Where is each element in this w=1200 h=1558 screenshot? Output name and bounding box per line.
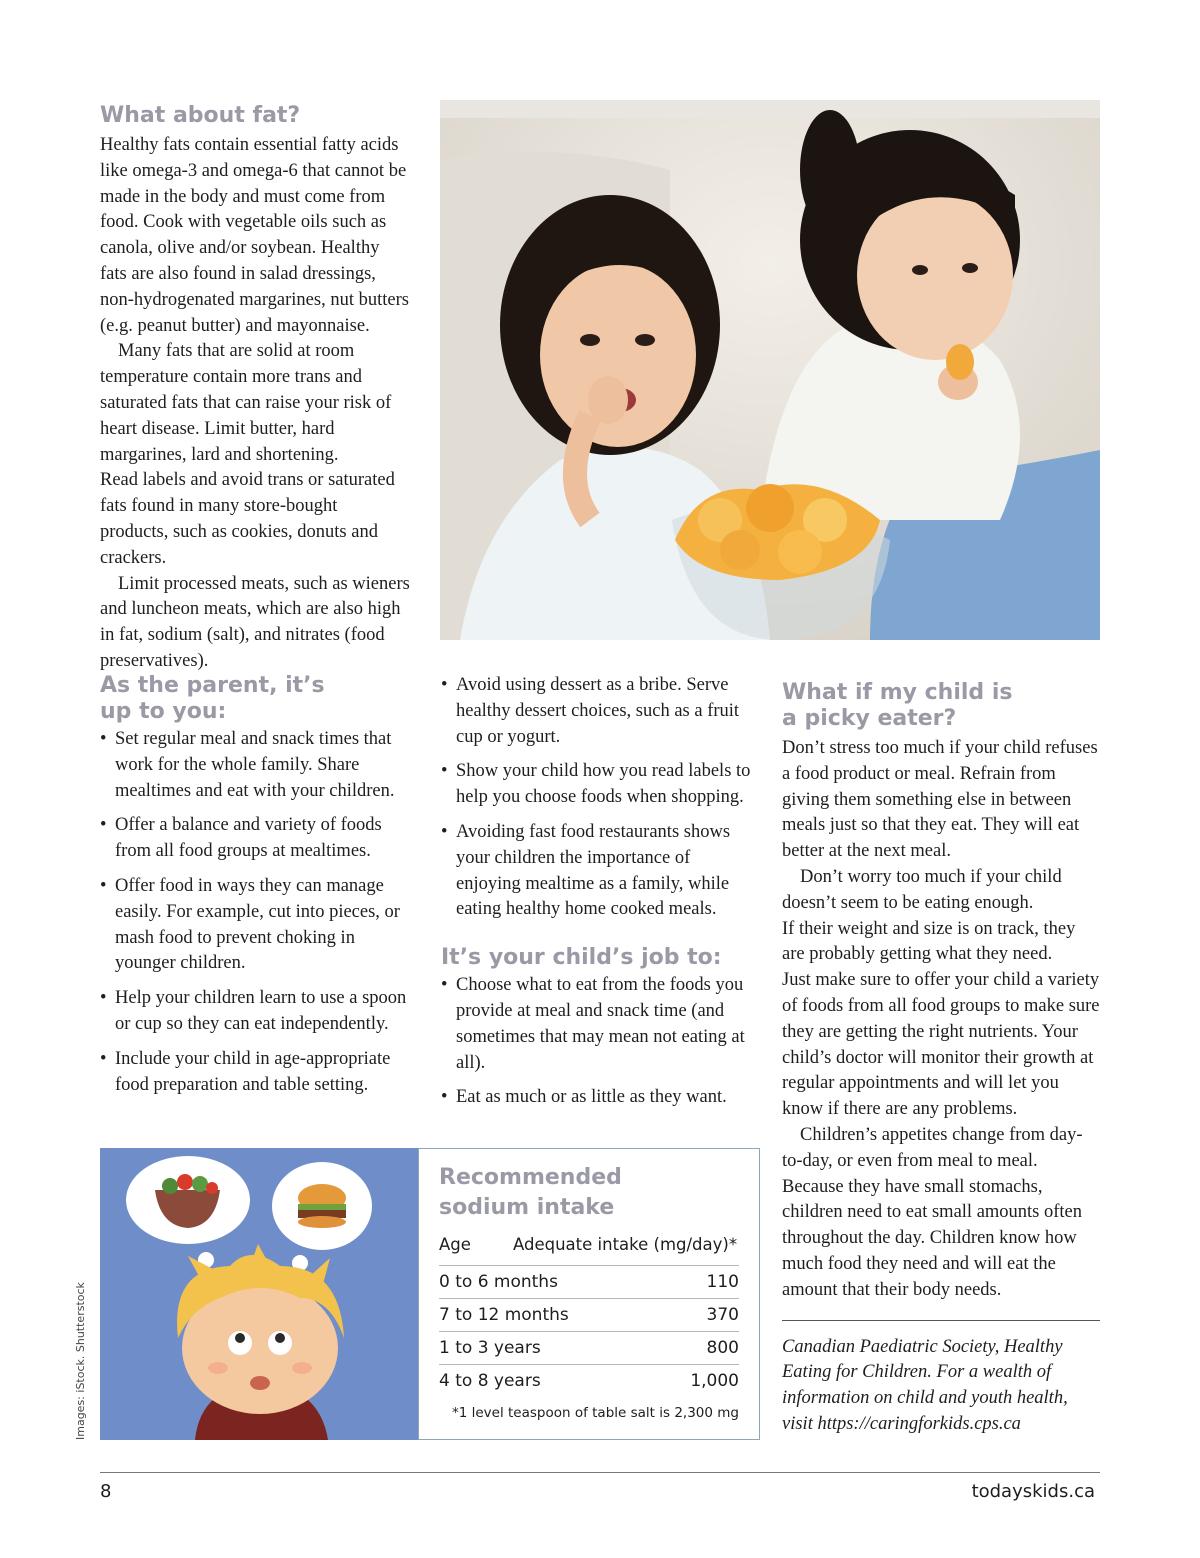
citation: Canadian Paediatric Society, Healthy Eating for Children. For a wealth of information on child and youth health, visit https://caringforkids.cps.ca	[782, 1336, 1068, 1434]
list-item: • Offer a balance and variety of foods from all food groups at mealtimes.	[100, 813, 410, 865]
sodium-heading-line-2: sodium intake	[439, 1195, 615, 1220]
child-job-list	[441, 973, 751, 1111]
row-age: 1 to 3 years	[439, 1338, 541, 1358]
footer-rule	[100, 1472, 1100, 1473]
picky-heading-line-1: What if my child is	[782, 680, 1013, 705]
fat-heading: What about fat?	[100, 103, 301, 128]
picky-para-5: Children’s appetites change from day-to-day, or even from meal to meal. Because they have small stomachs, children need to eat small amounts often throughout the day. Children know how much food they need and will eat the amount that their body needs.	[782, 1124, 1083, 1300]
parent-heading-line-1: As the parent, it’s	[100, 673, 325, 698]
fat-para-1: Healthy fats contain essential fatty acids like omega-3 and omega-6 that cannot be made in the body and must come from food. Cook with vegetable oils such as canola, olive and/or soybean. Healthy fats are also found in salad dressings, non-hydrogenated margarines, nut butters (e.g. peanut butter) and mayonnaise.	[100, 135, 409, 336]
children-eating-chips-photo	[440, 100, 1100, 640]
hungry-boy-illustration	[100, 1148, 418, 1440]
fat-para-2: Many fats that are solid at room temperature contain more trans and saturated fats that can raise your risk of heart disease. Limit butter, hard margarines, lard and shortening.	[100, 341, 392, 465]
table-header	[439, 1229, 739, 1259]
list-item: • Choose what to eat from the foods you provide at meal and snack time (and sometimes that may mean not eating at all).	[441, 973, 751, 1076]
list-item: • Show your child how you read labels to help you choose foods when shopping.	[441, 759, 751, 811]
table-row	[439, 1298, 739, 1331]
page-number: 8	[100, 1481, 112, 1502]
picky-heading	[782, 680, 1100, 732]
fat-para-4: Limit processed meats, such as wieners and luncheon meats, which are also high in fat, sodium (salt), and nitrates (food preservatives).	[100, 573, 410, 671]
table-row	[439, 1331, 739, 1364]
list-item: • Set regular meal and snack times that work for the whole family. Share mealtimes and eat with your children.	[100, 727, 410, 804]
sodium-note: *1 level teaspoon of table salt is 2,300 mg	[451, 1405, 739, 1421]
col-intake: Adequate intake (mg/day)*	[513, 1234, 738, 1254]
sodium-heading-line-1: Recommended	[439, 1165, 622, 1190]
parent-heading-line-2: up to you:	[100, 699, 227, 724]
row-age: 7 to 12 months	[439, 1305, 569, 1325]
table-row	[439, 1364, 739, 1397]
list-item: • Avoid using dessert as a bribe. Serve healthy dessert choices, such as a fruit cup or yogurt.	[441, 673, 751, 750]
row-value: 370	[706, 1305, 739, 1325]
row-value: 800	[706, 1338, 739, 1358]
picky-eater-section	[782, 680, 1100, 1438]
sodium-table	[439, 1229, 739, 1421]
fat-para-3: Read labels and avoid trans or saturated fats found in many store-bought products, such as cookies, donuts and crackers.	[100, 470, 395, 568]
parent-heading	[100, 673, 410, 725]
sodium-heading	[439, 1163, 622, 1223]
picky-para-1: Don’t stress too much if your child refuses a food product or meal. Refrain from giving them something else in between meals just so that they eat. They will eat better at the next meal.	[782, 738, 1098, 862]
parent-section	[100, 673, 410, 1107]
parent-section-continued	[441, 673, 751, 1120]
row-value: 110	[706, 1272, 739, 1292]
sodium-table-panel	[418, 1148, 760, 1440]
fat-section	[100, 103, 410, 675]
picky-para-3: If their weight and size is on track, they are probably getting what they need.	[782, 918, 1076, 965]
row-value: 1,000	[690, 1371, 739, 1391]
table-row	[439, 1265, 739, 1298]
sodium-box	[100, 1148, 760, 1440]
list-item: • Offer food in ways they can manage easily. For example, cut into pieces, or mash food to prevent choking in younger children.	[100, 874, 410, 977]
list-item: • Avoiding fast food restaurants shows your children the importance of enjoying mealtime as a family, while eating healthy home cooked meals.	[441, 820, 751, 923]
parent-list	[100, 727, 410, 1098]
col-age: Age	[439, 1234, 471, 1254]
picky-heading-line-2: a picky eater?	[782, 706, 957, 731]
child-job-heading: It’s your child’s job to:	[441, 945, 722, 971]
list-item: • Eat as much or as little as they want.	[441, 1085, 751, 1111]
row-age: 0 to 6 months	[439, 1272, 558, 1292]
site-name: todayskids.ca	[971, 1481, 1095, 1502]
image-credit-text: Images: iStock. Shutterstock	[74, 1282, 87, 1440]
picky-para-2: Don’t worry too much if your child doesn’t seem to be eating enough.	[782, 866, 1062, 913]
list-item: • Help your children learn to use a spoon or cup so they can eat independently.	[100, 986, 410, 1038]
list-item: • Include your child in age-appropriate food preparation and table setting.	[100, 1047, 410, 1099]
row-age: 4 to 8 years	[439, 1371, 541, 1391]
parent-list-continued	[441, 673, 751, 923]
picky-para-4: Just make sure to offer your child a variety of foods from all food groups to make sure they are getting the right nutrients. Your child’s doctor will monitor their growth at regular appointments and will let you know if there are any problems.	[782, 970, 1100, 1120]
image-credit	[74, 1282, 90, 1440]
citation-divider	[782, 1320, 1100, 1321]
